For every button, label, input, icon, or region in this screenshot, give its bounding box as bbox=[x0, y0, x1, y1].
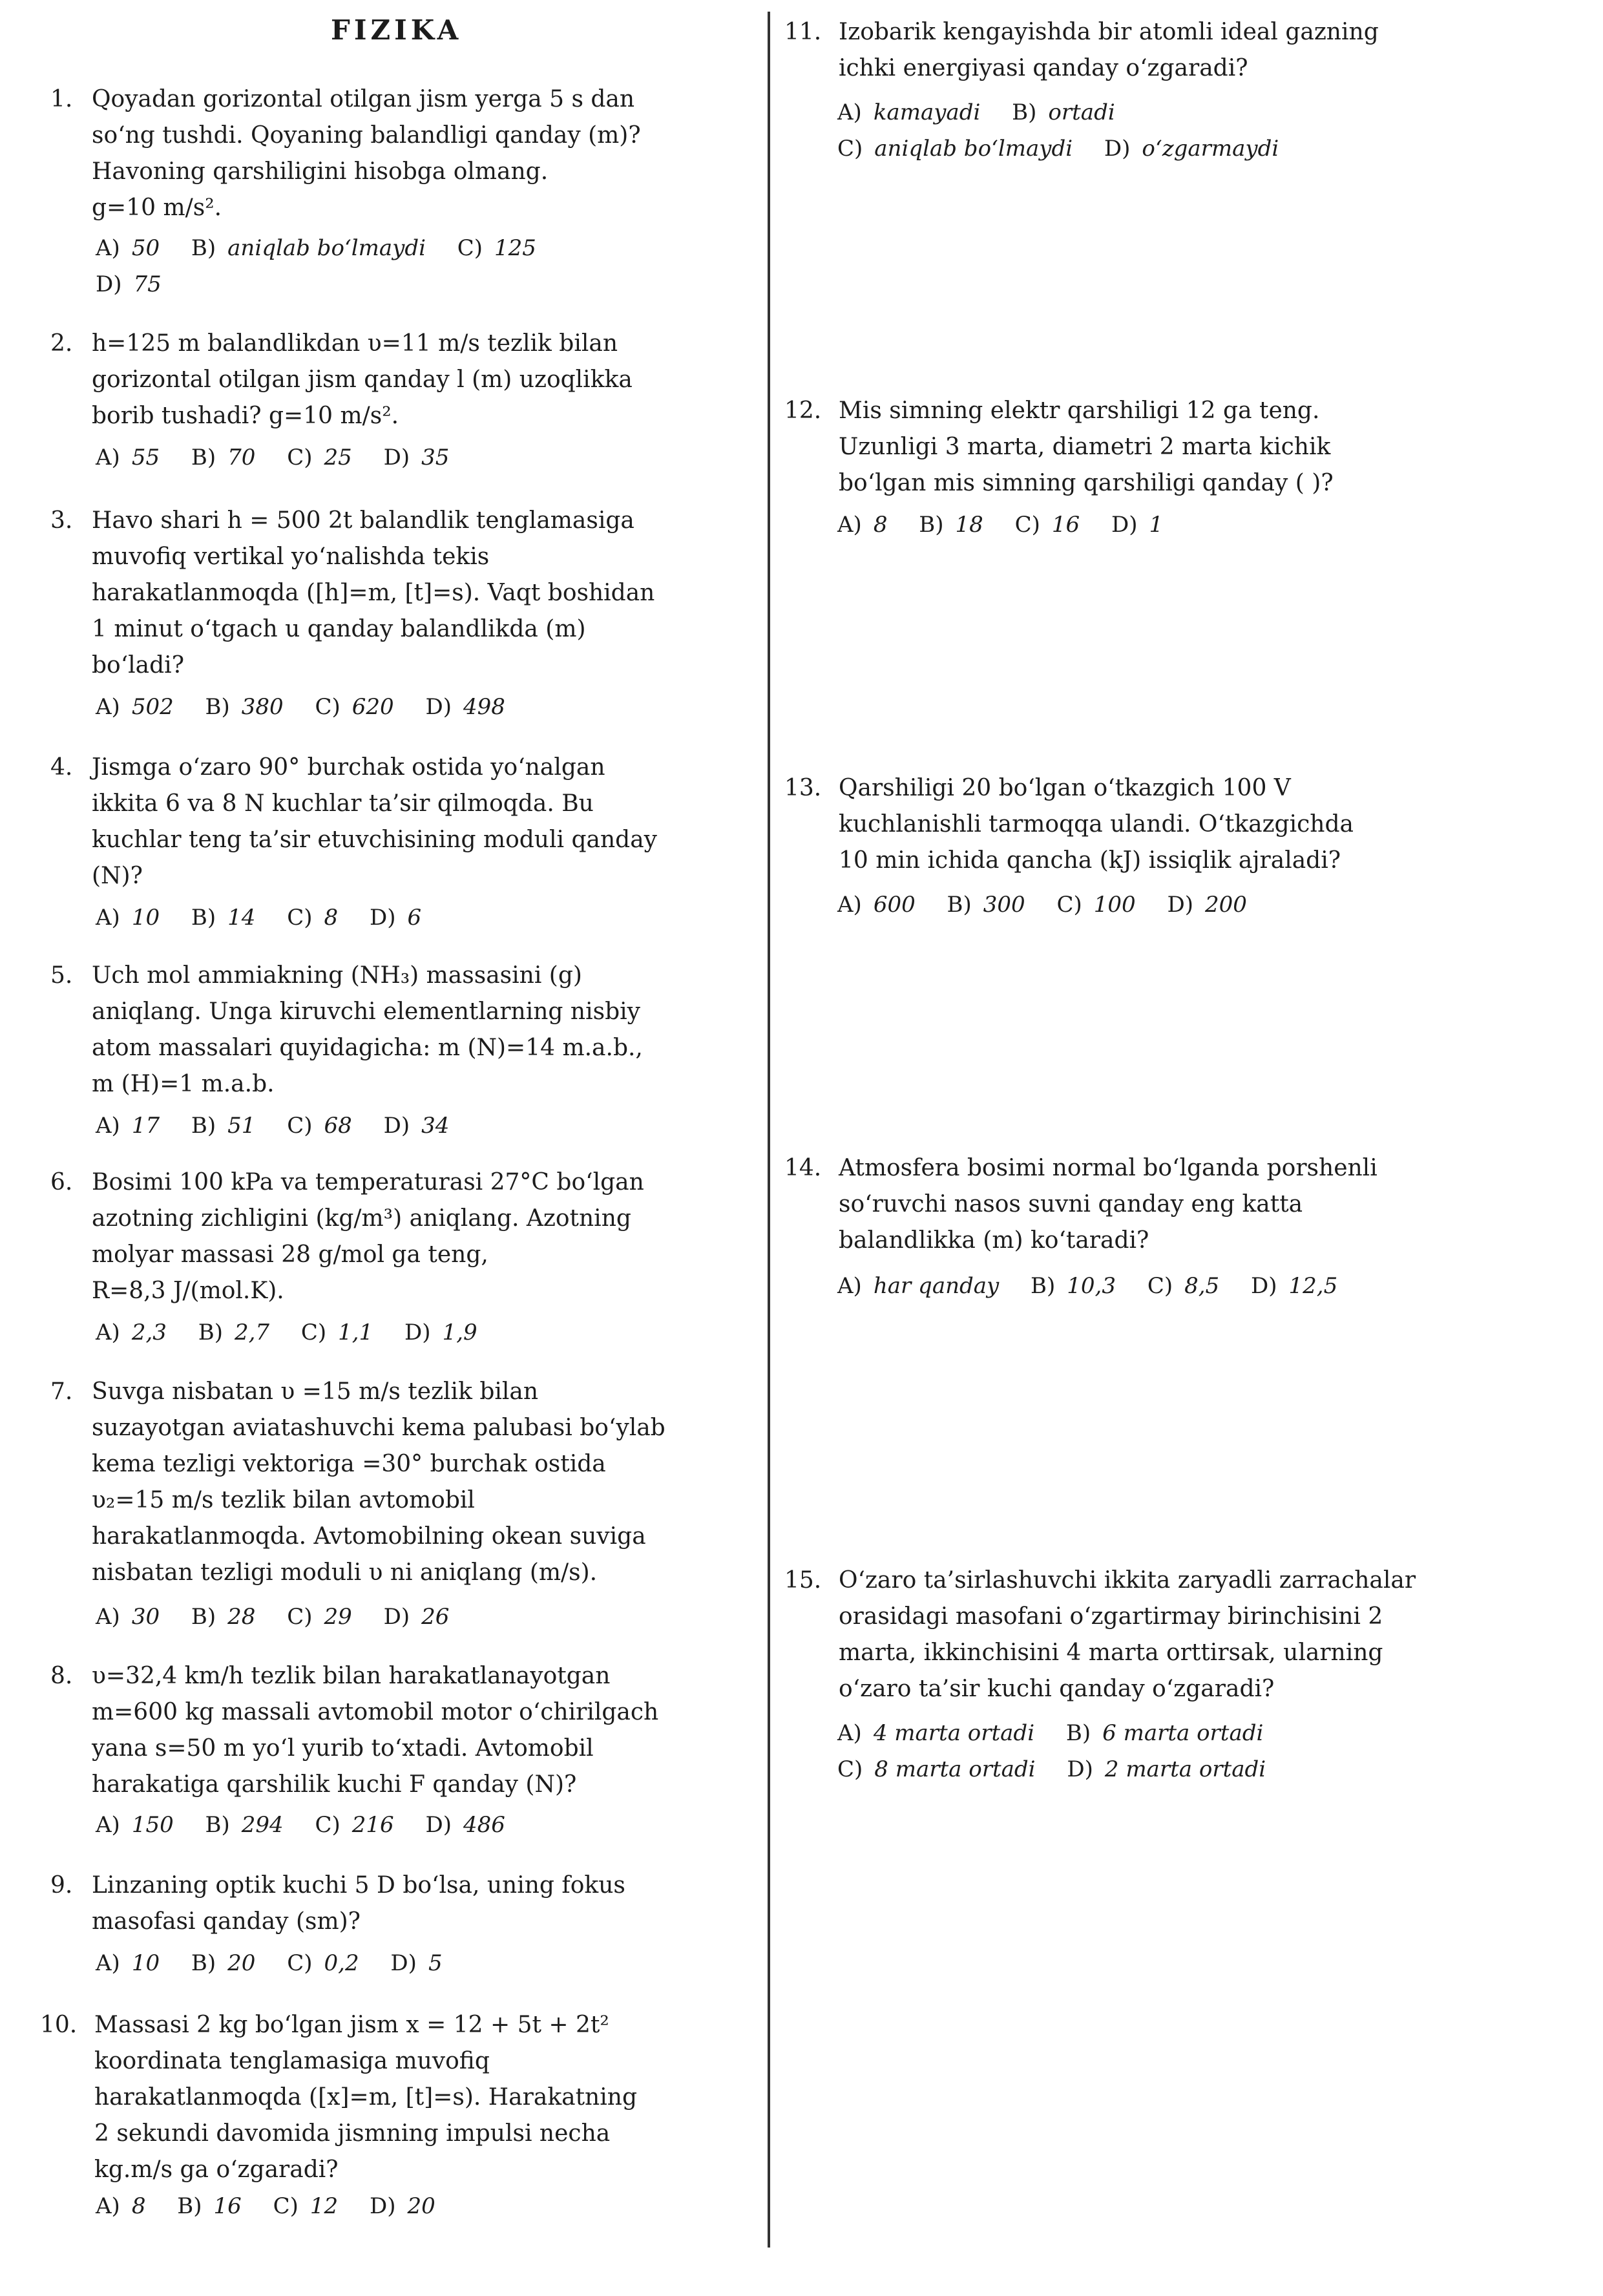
question-text: m (H)=1 m.a.b. bbox=[92, 1071, 275, 1097]
option-c[interactable]: C) 620 bbox=[315, 694, 394, 720]
option-a[interactable]: A) 30 bbox=[96, 1604, 160, 1630]
question-text: harakatiga qarshilik kuchi F qanday (N)? bbox=[92, 1771, 577, 1798]
question-number: 13. bbox=[784, 775, 822, 801]
question-text: koordinata tenglamasiga muvofiq bbox=[94, 2048, 490, 2074]
question-text: yana s=50 m yo‘l yurib to‘xtadi. Avtomobil bbox=[92, 1735, 594, 1762]
question-text: kuchlar teng ta’sir etuvchisining moduli qanday bbox=[92, 827, 658, 853]
option-a[interactable]: A) har qanday bbox=[837, 1273, 1000, 1299]
question-11 bbox=[786, 14, 1379, 87]
option-a[interactable]: A) 50 bbox=[96, 235, 160, 261]
question-text: aniqlang. Unga kiruvchi elementlarning nisbiy bbox=[92, 998, 640, 1025]
option-a[interactable]: A) 600 bbox=[837, 892, 916, 918]
answer-options bbox=[96, 1599, 474, 1635]
option-d[interactable]: D) 5 bbox=[390, 1950, 443, 1976]
option-b[interactable]: B) 16 bbox=[177, 2193, 242, 2219]
question-text: Izobarik kengayishda bir atomli ideal gazning bbox=[839, 19, 1379, 45]
question-text: Jismga o‘zaro 90° burchak ostida yo‘nalgan bbox=[92, 754, 605, 781]
option-c[interactable]: C) 125 bbox=[457, 235, 536, 261]
option-c[interactable]: C) 8 bbox=[287, 905, 339, 931]
option-b[interactable]: B) 300 bbox=[947, 892, 1025, 918]
question-text: Bosimi 100 kPa va temperaturasi 27°C bo‘lgan bbox=[92, 1169, 644, 1195]
option-d[interactable]: D) 486 bbox=[425, 1812, 505, 1838]
option-c[interactable]: C) 1,1 bbox=[300, 1320, 373, 1345]
question-text: h=125 m balandlikdan υ=11 m/s tezlik bilan bbox=[92, 330, 618, 357]
question-5 bbox=[52, 958, 643, 1102]
option-a[interactable]: A) 8 bbox=[96, 2193, 146, 2219]
question-text: υ₂=15 m/s tezlik bilan avtomobil bbox=[92, 1487, 475, 1513]
question-text: atom massalari quyidagicha: m (N)=14 m.a.b., bbox=[92, 1035, 643, 1061]
option-b[interactable]: B) 14 bbox=[191, 905, 256, 931]
option-d[interactable]: D) 20 bbox=[369, 2193, 435, 2219]
answer-options bbox=[96, 1945, 467, 1981]
option-b[interactable]: B) 51 bbox=[191, 1113, 256, 1139]
question-3 bbox=[52, 503, 655, 684]
option-b[interactable]: B) 70 bbox=[191, 445, 256, 470]
option-c[interactable]: C) 29 bbox=[287, 1604, 352, 1630]
option-b[interactable]: B) aniqlab bo‘lmaydi bbox=[191, 235, 426, 261]
option-b[interactable]: B) 10,3 bbox=[1031, 1273, 1116, 1299]
question-text: o‘zaro ta’sir kuchi qanday o‘zgaradi? bbox=[839, 1676, 1275, 1702]
option-c[interactable]: C) 216 bbox=[315, 1812, 394, 1838]
question-text: nisbatan tezligi moduli υ ni aniqlang (m/s). bbox=[92, 1559, 598, 1586]
question-13 bbox=[786, 770, 1354, 879]
question-number: 8. bbox=[50, 1663, 73, 1689]
question-9 bbox=[52, 1868, 625, 1940]
question-text: so‘ruvchi nasos suvni qanday eng katta bbox=[839, 1191, 1303, 1217]
option-c[interactable]: C) 0,2 bbox=[287, 1950, 359, 1976]
option-d[interactable]: D) 498 bbox=[425, 694, 505, 720]
option-a[interactable]: A) 4 marta ortadi bbox=[837, 1720, 1035, 1746]
question-text: harakatlanmoqda ([h]=m, [t]=s). Vaqt boshidan bbox=[92, 580, 655, 606]
option-a[interactable]: A) 2,3 bbox=[96, 1320, 167, 1345]
question-text: gorizontal otilgan jism qanday l (m) uzoqlikka bbox=[92, 366, 633, 393]
question-2 bbox=[52, 326, 633, 434]
question-text: 1 minut o‘tgach u qanday balandlikda (m) bbox=[92, 616, 586, 642]
question-number: 5. bbox=[50, 962, 73, 989]
question-text: borib tushadi? g=10 m/s². bbox=[92, 403, 399, 429]
option-a[interactable]: A) 17 bbox=[96, 1113, 160, 1139]
option-d[interactable]: D) 34 bbox=[383, 1113, 450, 1139]
question-text: Mis simning elektr qarshiligi 12 ga teng. bbox=[839, 397, 1320, 424]
option-a[interactable]: A) 502 bbox=[96, 694, 174, 720]
question-14 bbox=[786, 1150, 1378, 1259]
question-7 bbox=[52, 1374, 665, 1591]
question-number: 9. bbox=[50, 1872, 73, 1899]
option-c[interactable]: C) 12 bbox=[273, 2193, 339, 2219]
option-c[interactable]: C) 25 bbox=[287, 445, 352, 470]
question-text: 2 sekundi davomida jismning impulsi necha bbox=[94, 2120, 611, 2147]
answer-options bbox=[96, 2188, 460, 2224]
option-d[interactable]: D) 6 bbox=[369, 905, 422, 931]
question-number: 11. bbox=[784, 19, 822, 45]
question-number: 7. bbox=[50, 1378, 73, 1405]
question-text: orasidagi masofani o‘zgartirmay birinchisini 2 bbox=[839, 1603, 1383, 1630]
question-12 bbox=[786, 393, 1334, 501]
answer-options bbox=[837, 507, 1188, 543]
question-10 bbox=[41, 2007, 637, 2188]
question-text: R=8,3 J/(mol.K). bbox=[92, 1278, 284, 1304]
question-text: Uch mol ammiakning (NH₃) massasini (g) bbox=[92, 962, 582, 989]
answer-options bbox=[837, 94, 1303, 167]
option-c[interactable]: C) 68 bbox=[287, 1113, 352, 1139]
answer-options bbox=[96, 1314, 502, 1351]
question-text: Qoyadan gorizontal otilgan jism yerga 5 s dan bbox=[92, 86, 635, 112]
option-b[interactable]: B) 28 bbox=[191, 1604, 256, 1630]
question-text: harakatlanmoqda. Avtomobilning okean suviga bbox=[92, 1523, 646, 1550]
question-text: molyar massasi 28 g/mol ga teng, bbox=[92, 1241, 488, 1268]
answer-options bbox=[96, 230, 561, 302]
answer-options bbox=[837, 1715, 1290, 1787]
question-number: 4. bbox=[50, 754, 73, 781]
question-text: bo‘ladi? bbox=[92, 652, 184, 679]
option-a[interactable]: A) kamayadi bbox=[837, 100, 981, 125]
option-c[interactable]: C) 16 bbox=[1014, 512, 1080, 538]
option-d[interactable]: D) 35 bbox=[383, 445, 450, 470]
question-text: Havoning qarshiligini hisobga olmang. bbox=[92, 158, 549, 185]
answer-options bbox=[96, 1807, 530, 1843]
question-number: 10. bbox=[40, 2012, 78, 2038]
option-a[interactable]: A) 55 bbox=[96, 445, 160, 470]
question-text: ikkita 6 va 8 N kuchlar ta’sir qilmoqda. Bu bbox=[92, 790, 594, 817]
option-c[interactable]: C) 8 marta ortadi bbox=[837, 1756, 1036, 1782]
question-text: Linzaning optik kuchi 5 D bo‘lsa, uning fokus bbox=[92, 1872, 625, 1899]
question-text: ichki energiyasi qanday o‘zgaradi? bbox=[839, 55, 1248, 81]
question-number: 15. bbox=[784, 1567, 822, 1594]
question-text: so‘ng tushdi. Qoyaning balandligi qanday (m)? bbox=[92, 122, 641, 149]
option-c[interactable]: C) 8,5 bbox=[1147, 1273, 1220, 1299]
answer-options bbox=[837, 887, 1272, 923]
question-15 bbox=[786, 1563, 1416, 1707]
option-a[interactable]: A) 150 bbox=[96, 1812, 174, 1838]
option-d[interactable]: D) 12,5 bbox=[1250, 1273, 1338, 1299]
page-title: FIZIKA bbox=[331, 14, 463, 46]
question-text: bo‘lgan mis simning qarshiligi qanday ( )? bbox=[839, 470, 1334, 496]
option-c[interactable]: C) aniqlab bo‘lmaydi bbox=[837, 136, 1073, 162]
question-8 bbox=[52, 1658, 658, 1803]
question-1 bbox=[52, 81, 641, 226]
question-text: balandlikka (m) ko‘taradi? bbox=[839, 1227, 1149, 1254]
option-d[interactable]: D) 75 bbox=[96, 271, 162, 297]
question-text: kema tezligi vektoriga =30° burchak ostida bbox=[92, 1451, 606, 1477]
question-text: Massasi 2 kg bo‘lgan jism x = 12 + 5t + 2t² bbox=[94, 2012, 609, 2038]
question-number: 1. bbox=[50, 86, 73, 112]
question-number: 12. bbox=[784, 397, 822, 424]
option-b[interactable]: B) 6 marta ortadi bbox=[1065, 1720, 1264, 1746]
question-4 bbox=[52, 750, 657, 894]
question-text: harakatlanmoqda ([x]=m, [t]=s). Harakatning bbox=[94, 2084, 637, 2111]
question-number: 14. bbox=[784, 1155, 822, 1181]
question-text: g=10 m/s². bbox=[92, 195, 222, 221]
question-text: Atmosfera bosimi normal bo‘lganda porshenli bbox=[839, 1155, 1378, 1181]
option-d[interactable]: D) 26 bbox=[383, 1604, 450, 1630]
question-text: kg.m/s ga o‘zgaradi? bbox=[94, 2156, 339, 2183]
question-text: Suvga nisbatan υ =15 m/s tezlik bilan bbox=[92, 1378, 539, 1405]
question-text: 10 min ichida qancha (kJ) issiqlik ajraladi? bbox=[839, 847, 1341, 874]
option-a[interactable]: A) 8 bbox=[837, 512, 888, 538]
answer-options bbox=[96, 900, 446, 936]
option-d[interactable]: D) 1 bbox=[1111, 512, 1164, 538]
question-text: Havo shari h = 500 2t balandlik tenglamasiga bbox=[92, 507, 634, 534]
option-d[interactable]: D) o‘zgarmaydi bbox=[1104, 136, 1279, 162]
question-text: Qarshiligi 20 bo‘lgan o‘tkazgich 100 V bbox=[839, 775, 1291, 801]
answer-options bbox=[96, 439, 474, 476]
option-c[interactable]: C) 100 bbox=[1056, 892, 1136, 918]
question-number: 2. bbox=[50, 330, 73, 357]
option-b[interactable]: B) 18 bbox=[919, 512, 983, 538]
option-b[interactable]: B) 20 bbox=[191, 1950, 256, 1976]
option-d[interactable]: D) 200 bbox=[1167, 892, 1247, 918]
question-text: suzayotgan aviatashuvchi kema palubasi bo‘ylab bbox=[92, 1415, 665, 1441]
option-d[interactable]: D) 1,9 bbox=[404, 1320, 477, 1345]
option-b[interactable]: B) 294 bbox=[205, 1812, 284, 1838]
question-text: O‘zaro ta’sirlashuvchi ikkita zaryadli zarrachalar bbox=[839, 1567, 1416, 1594]
option-a[interactable]: A) 10 bbox=[96, 1950, 160, 1976]
option-b[interactable]: B) ortadi bbox=[1012, 100, 1115, 125]
answer-options bbox=[96, 1108, 474, 1144]
question-text: muvofiq vertikal yo‘nalishda tekis bbox=[92, 543, 490, 570]
question-text: m=600 kg massali avtomobil motor o‘chirilgach bbox=[92, 1699, 659, 1725]
question-text: kuchlanishli tarmoqqa ulandi. O‘tkazgichda bbox=[839, 811, 1354, 837]
question-text: masofasi qanday (sm)? bbox=[92, 1908, 361, 1935]
question-text: υ=32,4 km/h tezlik bilan harakatlanayotgan bbox=[92, 1663, 611, 1689]
answer-options bbox=[96, 689, 530, 725]
question-6 bbox=[52, 1164, 644, 1309]
column-divider bbox=[768, 12, 770, 2248]
option-b[interactable]: B) 380 bbox=[205, 694, 284, 720]
question-text: azotning zichligini (kg/m³) aniqlang. Azotning bbox=[92, 1205, 631, 1232]
option-b[interactable]: B) 2,7 bbox=[198, 1320, 270, 1345]
question-text: marta, ikkinchisini 4 marta orttirsak, ularning bbox=[839, 1639, 1383, 1666]
question-number: 6. bbox=[50, 1169, 73, 1195]
option-a[interactable]: A) 10 bbox=[96, 905, 160, 931]
answer-options bbox=[837, 1268, 1362, 1304]
question-text: (N)? bbox=[92, 863, 143, 889]
question-text: Uzunligi 3 marta, diametri 2 marta kichik bbox=[839, 434, 1331, 460]
option-d[interactable]: D) 2 marta ortadi bbox=[1067, 1756, 1266, 1782]
question-number: 3. bbox=[50, 507, 73, 534]
